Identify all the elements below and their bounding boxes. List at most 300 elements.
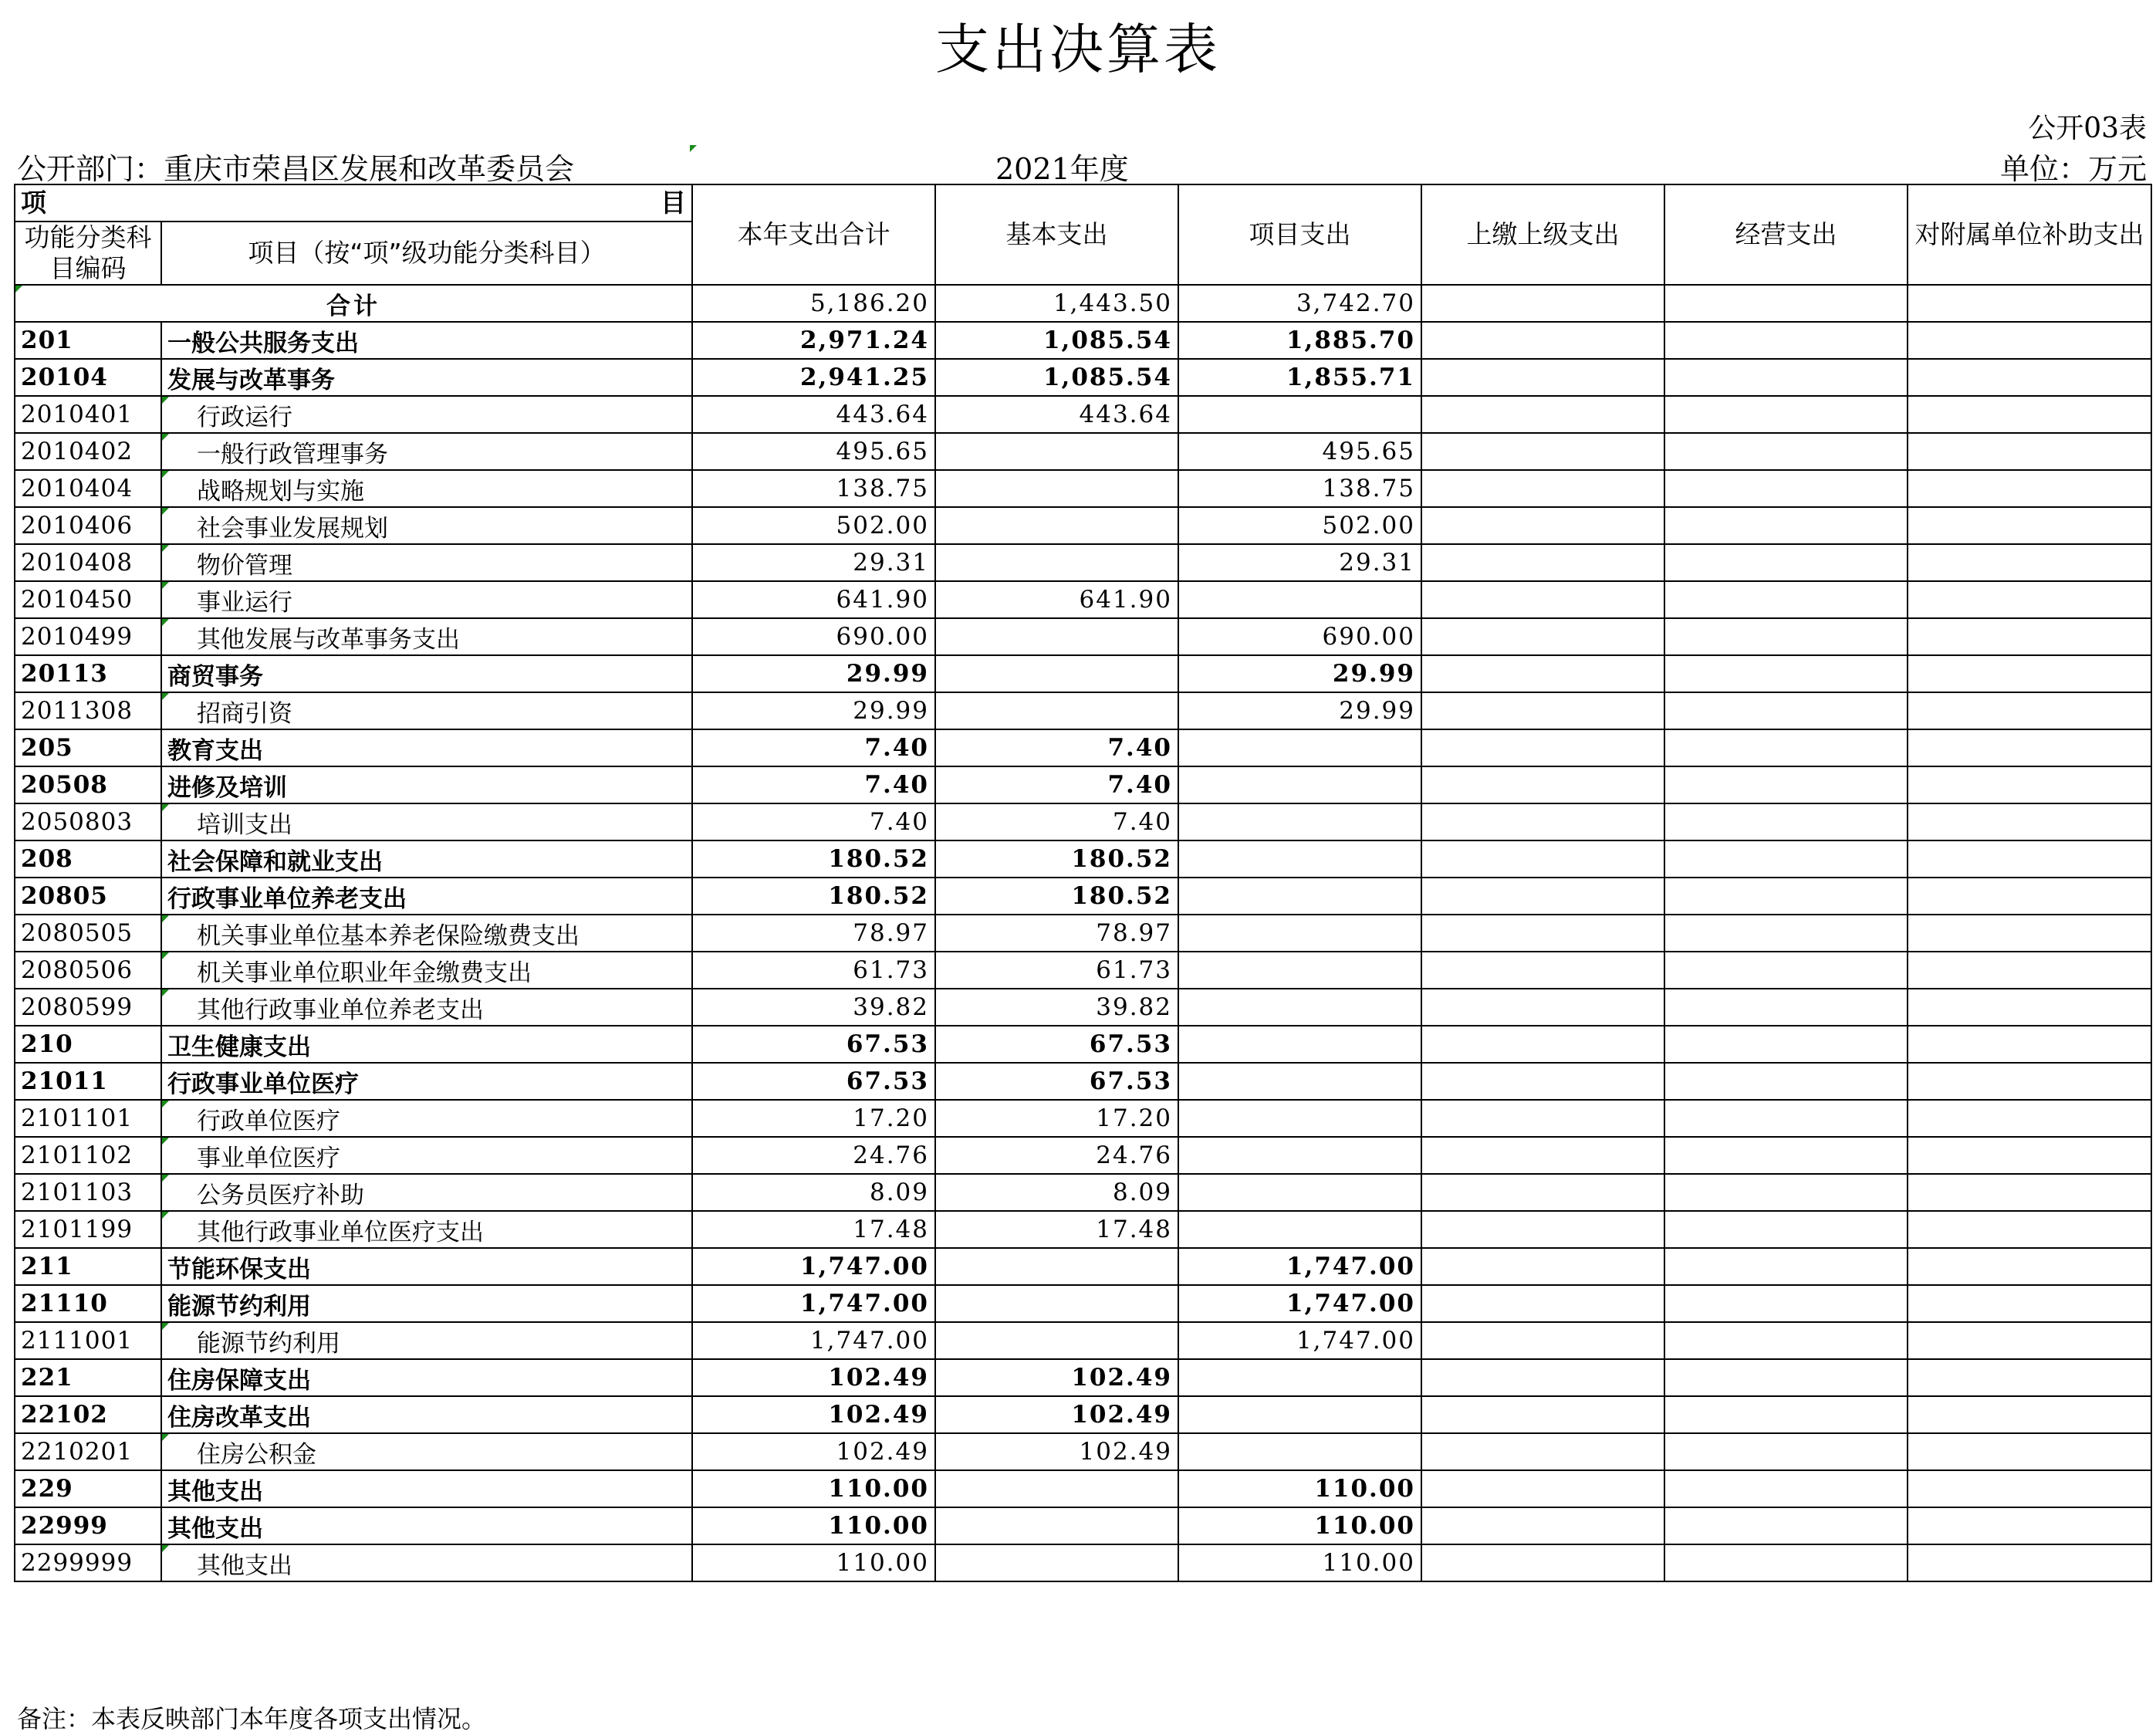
table-row: [15, 433, 2151, 470]
row-basic: [935, 1470, 1178, 1507]
row-name: [161, 618, 692, 655]
row-project: 110.00: [1178, 1544, 1421, 1581]
row-basic: 8.09: [935, 1174, 1178, 1211]
row-subsidy: [1908, 1359, 2151, 1396]
row-basic: 102.49: [935, 1433, 1178, 1470]
row-code: 2101199: [15, 1211, 161, 1248]
col-header-project: 项目支出: [1178, 184, 1421, 285]
row-upper: [1421, 544, 1664, 581]
row-name: [161, 915, 692, 952]
row-code: 2010406: [15, 507, 161, 544]
row-code: 2080505: [15, 915, 161, 952]
row-name-text: 事业运行: [197, 588, 292, 617]
fiscal-year: 2021年度: [995, 152, 1129, 186]
row-name: 能源节约利用: [161, 1285, 692, 1322]
row-upper: [1421, 1248, 1664, 1285]
table-row: [15, 1026, 2151, 1063]
row-name: [161, 952, 692, 989]
row-subsidy: [1908, 359, 2151, 396]
row-upper: [1421, 692, 1664, 729]
row-basic: 7.40: [935, 729, 1178, 766]
row-subsidy: [1908, 655, 2151, 692]
row-upper: [1421, 1322, 1664, 1359]
row-total: 2,941.25: [692, 359, 935, 396]
table-row: [15, 1396, 2151, 1433]
row-basic: [935, 507, 1178, 544]
row-basic: 180.52: [935, 878, 1178, 915]
row-basic: [935, 618, 1178, 655]
row-subsidy: [1908, 1211, 2151, 1248]
row-code: 2010404: [15, 470, 161, 507]
row-business: [1664, 359, 1908, 396]
row-upper: [1421, 1285, 1664, 1322]
row-project: [1178, 1100, 1421, 1137]
row-project: [1178, 803, 1421, 840]
table-row: [15, 1100, 2151, 1137]
table-row: [15, 1322, 2151, 1359]
row-name-text: 物价管理: [197, 551, 292, 580]
row-total: 180.52: [692, 878, 935, 915]
row-upper: [1421, 1174, 1664, 1211]
row-basic: [935, 655, 1178, 692]
table-row: [15, 915, 2151, 952]
row-business: [1664, 1137, 1908, 1174]
row-subsidy: [1908, 1174, 2151, 1211]
row-code: 201: [15, 322, 161, 359]
row-name-text: 能源节约利用: [197, 1329, 340, 1358]
row-upper: [1421, 433, 1664, 470]
table-row: [15, 803, 2151, 840]
row-business: [1664, 322, 1908, 359]
row-total: 102.49: [692, 1433, 935, 1470]
row-name-text: 住房公积金: [197, 1440, 316, 1469]
row-business: [1664, 878, 1908, 915]
row-project: [1178, 1174, 1421, 1211]
table-row: [15, 1359, 2151, 1396]
row-total: 110.00: [692, 1507, 935, 1544]
row-name: 行政事业单位养老支出: [161, 878, 692, 915]
row-business: [1664, 989, 1908, 1026]
row-business: [1664, 1396, 1908, 1433]
row-basic: 17.48: [935, 1211, 1178, 1248]
table-row: [15, 1248, 2151, 1285]
row-name-text: 战略规划与实施: [197, 477, 364, 506]
row-name-text: 公务员医疗补助: [197, 1181, 364, 1209]
row-name: 社会保障和就业支出: [161, 840, 692, 878]
header-row-top: [15, 184, 2151, 222]
row-project: 138.75: [1178, 470, 1421, 507]
row-code: 2101103: [15, 1174, 161, 1211]
row-project: 29.99: [1178, 692, 1421, 729]
row-name: 发展与改革事务: [161, 359, 692, 396]
row-total: 17.48: [692, 1211, 935, 1248]
row-code: 211: [15, 1248, 161, 1285]
row-subsidy: [1908, 878, 2151, 915]
row-code: 2101102: [15, 1137, 161, 1174]
row-project: [1178, 1359, 1421, 1396]
row-code: 20113: [15, 655, 161, 692]
row-name: 行政事业单位医疗: [161, 1063, 692, 1100]
row-name: 其他支出: [161, 1507, 692, 1544]
row-upper: [1421, 989, 1664, 1026]
row-upper: [1421, 1433, 1664, 1470]
row-name-text: 社会事业发展规划: [197, 514, 388, 543]
total-label: 合计: [15, 285, 692, 322]
row-total: 29.99: [692, 692, 935, 729]
row-upper: [1421, 1063, 1664, 1100]
row-name: 卫生健康支出: [161, 1026, 692, 1063]
row-upper: [1421, 840, 1664, 878]
table-row: [15, 544, 2151, 581]
row-basic: [935, 470, 1178, 507]
row-project: 690.00: [1178, 618, 1421, 655]
unit-label: 单位：万元: [1999, 152, 2147, 186]
row-name-text: 行政运行: [197, 403, 292, 431]
row-project: 110.00: [1178, 1507, 1421, 1544]
row-name: [161, 470, 692, 507]
col-header-upper: 上缴上级支出: [1421, 184, 1664, 285]
item-header-left: 项: [21, 188, 46, 218]
row-total: 8.09: [692, 1174, 935, 1211]
table-row: [15, 1211, 2151, 1248]
row-basic: 180.52: [935, 840, 1178, 878]
row-business: [1664, 433, 1908, 470]
row-total: 29.31: [692, 544, 935, 581]
row-code: 2210201: [15, 1433, 161, 1470]
row-name: 住房改革支出: [161, 1396, 692, 1433]
row-project: 495.65: [1178, 433, 1421, 470]
row-code: 2050803: [15, 803, 161, 840]
row-subsidy: [1908, 840, 2151, 878]
row-code: 22102: [15, 1396, 161, 1433]
row-upper: [1421, 1470, 1664, 1507]
row-name: [161, 507, 692, 544]
row-total: 78.97: [692, 915, 935, 952]
row-name: [161, 581, 692, 618]
row-subsidy: [1908, 507, 2151, 544]
table-row: [15, 1174, 2151, 1211]
row-basic: [935, 1507, 1178, 1544]
row-business: [1664, 915, 1908, 952]
row-project: [1178, 952, 1421, 989]
table-row: [15, 692, 2151, 729]
row-name: 一般公共服务支出: [161, 322, 692, 359]
item-header-right: 目: [661, 188, 686, 218]
row-project: 29.99: [1178, 655, 1421, 692]
col-header-name: 项目（按“项”级功能分类科目）: [161, 222, 692, 285]
footnote: 备注：本表反映部门本年度各项支出情况。: [17, 1704, 487, 1733]
row-code: 2111001: [15, 1322, 161, 1359]
department-label: 公开部门：重庆市荣昌区发展和改革委员会: [17, 152, 575, 186]
row-project: [1178, 878, 1421, 915]
row-upper: [1421, 952, 1664, 989]
row-business: [1664, 692, 1908, 729]
table-row: [15, 470, 2151, 507]
row-code: 22999: [15, 1507, 161, 1544]
row-business: [1664, 1100, 1908, 1137]
row-subsidy: [1908, 766, 2151, 803]
row-basic: 7.40: [935, 803, 1178, 840]
row-subsidy: [1908, 1322, 2151, 1359]
row-project: [1178, 915, 1421, 952]
row-total: 1,747.00: [692, 1322, 935, 1359]
row-total: 110.00: [692, 1470, 935, 1507]
table-row: [15, 952, 2151, 989]
row-subsidy: [1908, 952, 2151, 989]
row-total: 24.76: [692, 1137, 935, 1174]
row-project: [1178, 729, 1421, 766]
row-project: [1178, 1211, 1421, 1248]
row-project: [1178, 1026, 1421, 1063]
row-project: [1178, 396, 1421, 433]
row-name: 进修及培训: [161, 766, 692, 803]
page-title: 支出决算表: [935, 18, 1221, 81]
row-code: 210: [15, 1026, 161, 1063]
row-name: [161, 1137, 692, 1174]
row-subsidy: [1908, 544, 2151, 581]
table-row: [15, 1507, 2151, 1544]
row-upper: [1421, 359, 1664, 396]
row-name: 节能环保支出: [161, 1248, 692, 1285]
row-upper: [1421, 1359, 1664, 1396]
row-upper: [1421, 1211, 1664, 1248]
row-name: 教育支出: [161, 729, 692, 766]
row-code: 2010401: [15, 396, 161, 433]
row-upper: [1421, 396, 1664, 433]
row-name-text: 招商引资: [197, 699, 292, 728]
col-header-subsidy: 对附属单位补助支出: [1908, 184, 2151, 285]
row-business: [1664, 655, 1908, 692]
row-project: [1178, 840, 1421, 878]
row-project: [1178, 766, 1421, 803]
table-row: [15, 396, 2151, 433]
row-total: 495.65: [692, 433, 935, 470]
row-name-text: 其他行政事业单位养老支出: [197, 996, 484, 1024]
row-upper: [1421, 729, 1664, 766]
row-business: [1664, 544, 1908, 581]
row-code: 20508: [15, 766, 161, 803]
row-project: [1178, 1137, 1421, 1174]
row-project: 1,747.00: [1178, 1248, 1421, 1285]
row-name-text: 其他行政事业单位医疗支出: [197, 1218, 484, 1246]
row-total: 39.82: [692, 989, 935, 1026]
row-total: 443.64: [692, 396, 935, 433]
row-name-text: 机关事业单位职业年金缴费支出: [197, 959, 532, 987]
row-name: 住房保障支出: [161, 1359, 692, 1396]
row-upper: [1421, 1026, 1664, 1063]
row-code: 208: [15, 840, 161, 878]
row-project: [1178, 1396, 1421, 1433]
row-business: [1664, 1322, 1908, 1359]
row-basic: 78.97: [935, 915, 1178, 952]
row-total: 641.90: [692, 581, 935, 618]
total-upper: [1421, 285, 1664, 322]
row-total: 502.00: [692, 507, 935, 544]
row-total: 61.73: [692, 952, 935, 989]
row-subsidy: [1908, 1137, 2151, 1174]
row-business: [1664, 1063, 1908, 1100]
row-upper: [1421, 1507, 1664, 1544]
row-subsidy: [1908, 1433, 2151, 1470]
row-name-text: 其他支出: [197, 1551, 292, 1580]
row-subsidy: [1908, 1063, 2151, 1100]
row-basic: 67.53: [935, 1063, 1178, 1100]
row-upper: [1421, 322, 1664, 359]
row-subsidy: [1908, 433, 2151, 470]
row-basic: 67.53: [935, 1026, 1178, 1063]
row-name: [161, 433, 692, 470]
row-subsidy: [1908, 729, 2151, 766]
row-subsidy: [1908, 915, 2151, 952]
table-row: [15, 840, 2151, 878]
row-business: [1664, 1544, 1908, 1581]
row-basic: 641.90: [935, 581, 1178, 618]
table-row: [15, 359, 2151, 396]
row-basic: [935, 692, 1178, 729]
total-project: 3,742.70: [1178, 285, 1421, 322]
row-basic: [935, 1544, 1178, 1581]
row-name: [161, 396, 692, 433]
row-subsidy: [1908, 1100, 2151, 1137]
row-business: [1664, 1433, 1908, 1470]
row-total: 1,747.00: [692, 1248, 935, 1285]
row-code: 2010499: [15, 618, 161, 655]
row-basic: 7.40: [935, 766, 1178, 803]
row-business: [1664, 470, 1908, 507]
row-name: [161, 1433, 692, 1470]
row-total: 29.99: [692, 655, 935, 692]
row-code: 20104: [15, 359, 161, 396]
row-name: [161, 544, 692, 581]
row-subsidy: [1908, 1396, 2151, 1433]
col-header-basic: 基本支出: [935, 184, 1178, 285]
row-name-text: 其他发展与改革事务支出: [197, 625, 460, 654]
row-subsidy: [1908, 803, 2151, 840]
row-name: 其他支出: [161, 1470, 692, 1507]
row-upper: [1421, 1396, 1664, 1433]
row-name-text: 机关事业单位基本养老保险缴费支出: [197, 922, 580, 950]
row-total: 7.40: [692, 729, 935, 766]
row-name: [161, 989, 692, 1026]
row-subsidy: [1908, 1026, 2151, 1063]
table-row: [15, 618, 2151, 655]
total-row: [15, 285, 2151, 322]
row-subsidy: [1908, 1507, 2151, 1544]
row-basic: [935, 1248, 1178, 1285]
row-basic: 39.82: [935, 989, 1178, 1026]
row-basic: [935, 1322, 1178, 1359]
row-basic: 1,085.54: [935, 322, 1178, 359]
row-code: 2010408: [15, 544, 161, 581]
row-business: [1664, 1174, 1908, 1211]
total-basic: 1,443.50: [935, 285, 1178, 322]
row-subsidy: [1908, 470, 2151, 507]
col-header-business: 经营支出: [1664, 184, 1908, 285]
table-row: [15, 507, 2151, 544]
row-total: 138.75: [692, 470, 935, 507]
row-business: [1664, 1470, 1908, 1507]
row-total: 690.00: [692, 618, 935, 655]
row-basic: 443.64: [935, 396, 1178, 433]
row-code: 2011308: [15, 692, 161, 729]
row-basic: 61.73: [935, 952, 1178, 989]
row-total: 2,971.24: [692, 322, 935, 359]
table-row: [15, 729, 2151, 766]
cell-corner-mark: [690, 145, 697, 152]
row-upper: [1421, 1100, 1664, 1137]
row-basic: 102.49: [935, 1359, 1178, 1396]
row-business: [1664, 1359, 1908, 1396]
row-name: [161, 1322, 692, 1359]
row-total: 7.40: [692, 766, 935, 803]
row-upper: [1421, 878, 1664, 915]
row-project: [1178, 989, 1421, 1026]
row-subsidy: [1908, 1285, 2151, 1322]
row-upper: [1421, 581, 1664, 618]
row-project: [1178, 1063, 1421, 1100]
row-code: 2010450: [15, 581, 161, 618]
row-name-text: 事业单位医疗: [197, 1144, 340, 1172]
row-basic: [935, 544, 1178, 581]
row-business: [1664, 618, 1908, 655]
row-name: [161, 692, 692, 729]
row-business: [1664, 1248, 1908, 1285]
row-basic: [935, 1285, 1178, 1322]
row-business: [1664, 396, 1908, 433]
table-row: [15, 1470, 2151, 1507]
row-subsidy: [1908, 581, 2151, 618]
row-project: [1178, 581, 1421, 618]
row-project: 1,855.71: [1178, 359, 1421, 396]
row-name: [161, 803, 692, 840]
row-basic: 24.76: [935, 1137, 1178, 1174]
form-number: 公开03表: [2028, 113, 2147, 144]
col-header-total: 本年支出合计: [692, 184, 935, 285]
table-row: [15, 655, 2151, 692]
row-project: 502.00: [1178, 507, 1421, 544]
row-name-text: 行政单位医疗: [197, 1107, 340, 1135]
table-row: [15, 1433, 2151, 1470]
row-upper: [1421, 803, 1664, 840]
row-project: 1,747.00: [1178, 1322, 1421, 1359]
row-subsidy: [1908, 989, 2151, 1026]
expenditure-table: [14, 184, 2152, 1582]
row-code: 205: [15, 729, 161, 766]
table-row: [15, 989, 2151, 1026]
row-basic: [935, 433, 1178, 470]
table-row: [15, 878, 2151, 915]
row-total: 102.49: [692, 1396, 935, 1433]
table-row: [15, 1544, 2151, 1581]
row-project: [1178, 1433, 1421, 1470]
row-code: 21110: [15, 1285, 161, 1322]
row-code: 2010402: [15, 433, 161, 470]
row-business: [1664, 766, 1908, 803]
row-business: [1664, 1507, 1908, 1544]
row-total: 110.00: [692, 1544, 935, 1581]
table-row: [15, 766, 2151, 803]
row-business: [1664, 803, 1908, 840]
item-header: [15, 184, 692, 222]
row-upper: [1421, 470, 1664, 507]
row-upper: [1421, 618, 1664, 655]
row-business: [1664, 1211, 1908, 1248]
row-upper: [1421, 1544, 1664, 1581]
row-name: [161, 1174, 692, 1211]
row-business: [1664, 840, 1908, 878]
table-row: [15, 1137, 2151, 1174]
row-total: 7.40: [692, 803, 935, 840]
